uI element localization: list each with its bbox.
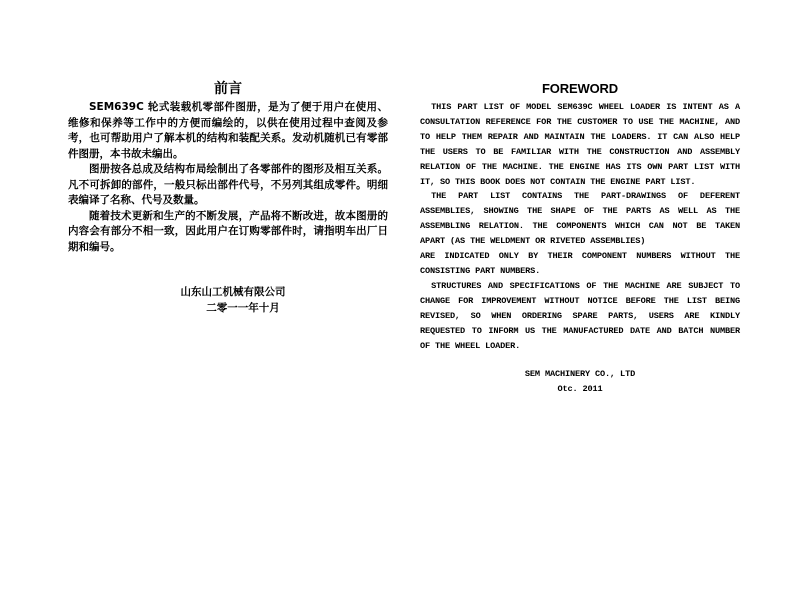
chinese-preface-column: [68, 80, 388, 316]
foreword-paragraph-1: THIS PART LIST OF MODEL SEM639C WHEEL LOADER IS INTENT AS A CONSULTATION REFERENCE FOR THE CUSTOMER TO USE THE MACHINE, AND TO HELP THEM REPAIR AND MAINTAIN THE LOADERS. IT CAN ALSO HELP THE USERS TO BE FAMILIAR WITH THE CONSTRUCTION AND ASSEMBLY RELATION OF THE MACHINE. THE ENGINE HAS ITS OWN PART LIST WITH IT, SO THIS BOOK DOES NOT CONTAIN THE ENGINE PART LIST.: [420, 102, 740, 187]
preface-company: 山东山工机械有限公司: [180, 286, 286, 298]
foreword-date: Otc. 2011: [557, 384, 603, 395]
preface-paragraph-3: 随着技术更新和生产的不断发展，产品将不断改进，故本图册的内容会有部分不相一致，因此用户在订购零部件时，请指明车出厂日期和编号。: [68, 209, 388, 253]
preface-paragraph-2: 图册按各总成及结构布局绘制出了各零部件的图形及相互关系。凡不可拆卸的部件，一般只标出部件代号，不另列其组成零件。明细表编译了名称、代号及数量。: [68, 163, 388, 206]
foreword-title: FOREWORD: [541, 81, 619, 96]
foreword-company: SEM MACHINERY CO., LTD: [524, 369, 636, 380]
foreword-paragraph-4: STRUCTURES AND SPECIFICATIONS OF THE MACHINE ARE SUBJECT TO CHANGE FOR IMPROVEMENT WITHOUT NOTICE BEFORE THE LIST BEING REVISED, SO WHEN ORDERING SPARE PARTS, USERS ARE KINDLY REQUESTED TO INFORM US THE MANUFACTURED DATE AND BATCH NUMBER OF THE WHEEL LOADER.: [420, 280, 740, 351]
preface-date: 二零一一年十月: [206, 301, 280, 314]
foreword-paragraph-3: ARE INDICATED ONLY BY THEIR COMPONENT NUMBERS WITHOUT THE CONSISTING PART NUMBERS.: [420, 251, 740, 276]
foreword-paragraph-2: THE PART LIST CONTAINS THE PART-DRAWINGS OF DEFERENT ASSEMBLIES, SHOWING THE SHAPE OF THE PARTS AS WELL AS THE ASSEMBLING RELATION. THE COMPONENTS WHICH CAN NOT BE TAKEN APART (AS THE WELDMENT OR RIVETED ASSEMBLIES): [420, 191, 740, 247]
preface-paragraph-1: SEM639C 轮式装载机零部件图册，是为了便于用户在使用、维修和保养等工作中的方便而编绘的，以供在使用过程中查阅及参考，也可帮助用户了解本机的结构和装配关系。发动机随机已有零部件图册，本书故未编出。: [68, 101, 388, 160]
english-foreword-column: [420, 80, 740, 397]
preface-title: 前言: [214, 81, 242, 97]
